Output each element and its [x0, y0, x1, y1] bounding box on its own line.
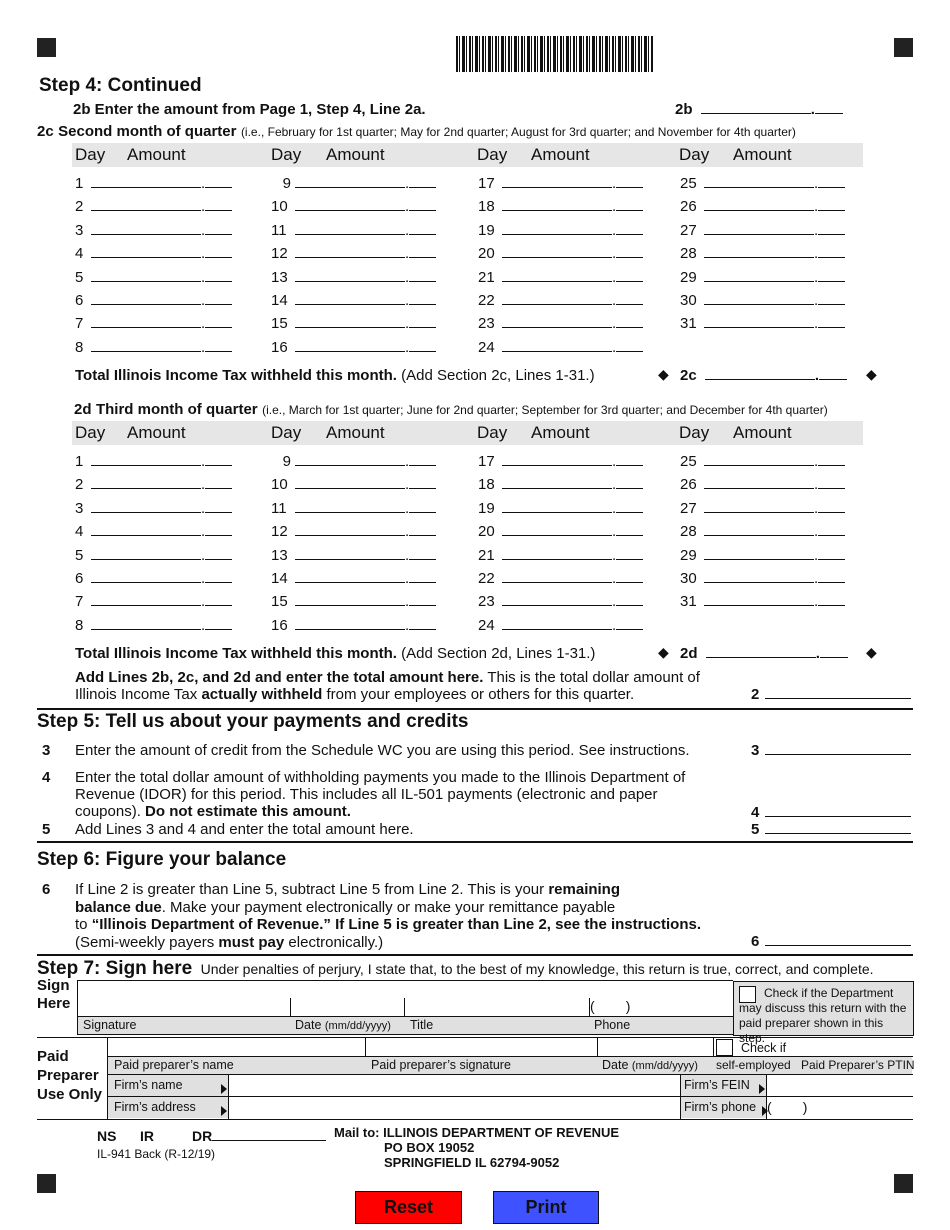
- day-entry-field[interactable]: 1 .: [75, 453, 232, 473]
- day-entry-field[interactable]: 29 .: [680, 269, 845, 289]
- day-number: 4: [75, 245, 84, 263]
- preparer-signature-field[interactable]: [366, 1038, 596, 1055]
- day-entry-field[interactable]: 7 .: [75, 315, 232, 335]
- day-number: 28: [680, 245, 697, 263]
- day-number: 17: [478, 175, 495, 192]
- firm-fein-field[interactable]: [767, 1076, 912, 1095]
- line5-num: 5: [42, 821, 51, 838]
- day-entry-field[interactable]: 28 .: [680, 523, 845, 543]
- ir-label: IR: [140, 1128, 154, 1144]
- total-2c-label: Total Illinois Income Tax withheld this month. (Add Section 2c, Lines 1-31.): [75, 367, 595, 384]
- total-2c-field[interactable]: 2c .: [680, 367, 847, 384]
- self-employed-label: self-employed: [716, 1058, 791, 1072]
- day-number: 12: [271, 523, 288, 541]
- day-entry-field[interactable]: 25 .: [680, 175, 845, 195]
- registration-mark-bottom-left: [37, 1174, 56, 1193]
- day-number: 6: [75, 292, 84, 309]
- day-entry-field[interactable]: 22 .: [478, 570, 643, 590]
- arrow-right-icon: [755, 1080, 765, 1098]
- day-entry-field[interactable]: 29 .: [680, 547, 845, 567]
- line4-text: Enter the total dollar amount of withholding payments you made to the Illinois Department of Revenue (IDOR) for this period. This includes all IL-501 payments (electronic and paper coupons). Do not estimate this amount.: [75, 769, 686, 820]
- total-2d-field[interactable]: 2d .: [680, 645, 848, 662]
- day-number: 30: [680, 292, 697, 309]
- day-entry-field[interactable]: 5 .: [75, 269, 232, 289]
- day-entry-field[interactable]: 2 .: [75, 476, 232, 496]
- day-number: 10: [271, 476, 288, 494]
- firm-name-field[interactable]: [229, 1076, 679, 1095]
- day-entry-field[interactable]: 16 .: [271, 339, 436, 359]
- day-number: 24: [478, 338, 495, 356]
- day-number: 17: [478, 453, 495, 470]
- day-number: 1: [75, 175, 84, 192]
- phone-field[interactable]: ( ): [590, 998, 631, 1014]
- day-number: 20: [478, 245, 495, 263]
- paid-preparer-label: Paid Preparer Use Only: [37, 1048, 103, 1103]
- preparer-ptin-field[interactable]: [797, 1038, 912, 1055]
- day-entry-field[interactable]: 20 .: [478, 523, 643, 543]
- registration-mark-top-left: [37, 38, 56, 57]
- step5-title: Step 5: Tell us about your payments and credits: [37, 711, 469, 732]
- day-entry-field[interactable]: 14 .: [271, 570, 436, 590]
- day-entry-field[interactable]: 28 .: [680, 245, 845, 265]
- line2-text: Add Lines 2b, 2c, and 2d and enter the total amount here. This is the total dollar amount of Illinois Income Tax actually withheld from your employees or others for this quarter.: [75, 669, 700, 703]
- section-2c-title: Second month of quarter: [58, 123, 237, 140]
- date-label: Date (mm/dd/yyyy): [295, 1018, 391, 1032]
- day-number: 8: [75, 616, 84, 634]
- day-number: 27: [680, 221, 697, 239]
- firm-address-label: Firm’s address: [114, 1100, 196, 1114]
- preparer-name-label: Paid preparer’s name: [114, 1058, 234, 1072]
- divider: [37, 841, 913, 843]
- day-number: 26: [680, 198, 697, 216]
- day-number: 23: [478, 593, 495, 611]
- day-entry-field[interactable]: 30 .: [680, 292, 845, 312]
- day-number: 10: [271, 198, 288, 216]
- day-number: 21: [478, 546, 495, 564]
- day-entry-field[interactable]: 17 .: [478, 453, 643, 473]
- day-entry-field[interactable]: 20 .: [478, 245, 643, 265]
- day-number: 6: [75, 570, 84, 587]
- day-entry-field[interactable]: 23 .: [478, 593, 643, 613]
- title-field[interactable]: [405, 998, 588, 1015]
- day-number: 14: [271, 292, 288, 309]
- day-number: 22: [478, 570, 495, 587]
- day-entry-field[interactable]: 24 .: [478, 617, 643, 637]
- day-number: 9: [282, 175, 291, 192]
- day-entry-field[interactable]: 10 .: [271, 476, 436, 496]
- day-number: 30: [680, 570, 697, 587]
- day-entry-field[interactable]: 4 .: [75, 523, 232, 543]
- self-employed-checkbox[interactable]: [716, 1039, 733, 1056]
- firm-phone-label: Firm’s phone: [684, 1100, 757, 1114]
- dr-label: DR: [192, 1128, 326, 1144]
- date-field[interactable]: [291, 998, 403, 1015]
- arrow-right-icon: [217, 1080, 227, 1098]
- day-entry-field[interactable]: 31 .: [680, 315, 845, 335]
- day-number: 28: [680, 523, 697, 541]
- step4-title: Step 4: Continued: [39, 75, 202, 96]
- day-number: 16: [271, 616, 288, 634]
- firm-fein-label: Firm’s FEIN: [684, 1078, 750, 1092]
- line6-field[interactable]: 6: [751, 933, 911, 950]
- section-2d-header: 2d Third month of quarter (i.e., March for 1st quarter; June for 2nd quarter; September for 3rd quarter; and December for 4th quarter): [74, 401, 828, 418]
- day-number: 15: [271, 315, 288, 333]
- phone-label: Phone: [594, 1018, 631, 1032]
- day-number: 4: [75, 523, 84, 541]
- reset-button[interactable]: Reset: [355, 1191, 462, 1224]
- day-entry-field[interactable]: 19 .: [478, 500, 643, 520]
- day-number: 5: [75, 268, 84, 286]
- day-entry-field[interactable]: 13 .: [271, 269, 436, 289]
- firm-phone-field[interactable]: ( ): [767, 1099, 808, 1115]
- day-number: 25: [680, 175, 697, 192]
- preparer-signature-label: Paid preparer’s signature: [371, 1058, 511, 1072]
- day-number: 5: [75, 546, 84, 564]
- day-number: 14: [271, 570, 288, 587]
- divider: [37, 708, 913, 710]
- day-entry-field[interactable]: 5 .: [75, 547, 232, 567]
- day-number: 24: [478, 616, 495, 634]
- day-entry-field[interactable]: 21 .: [478, 547, 643, 567]
- day-entry-field[interactable]: 15 .: [271, 593, 436, 613]
- mail-to-block: Mail to: ILLINOIS DEPARTMENT OF REVENUE PO BOX 19052 SPRINGFIELD IL 62794-9052: [334, 1125, 620, 1170]
- day-entry-field[interactable]: 26 .: [680, 476, 845, 496]
- day-entry-field[interactable]: 3 .: [75, 500, 232, 520]
- section-2c-num: 2c: [37, 123, 54, 140]
- line2b-field[interactable]: 2b .: [675, 101, 843, 118]
- day-number: 13: [271, 268, 288, 286]
- day-entry-field[interactable]: 26 .: [680, 198, 845, 218]
- day-number: 20: [478, 523, 495, 541]
- diamond-icon: ◆: [658, 366, 669, 382]
- form-id: IL-941 Back (R-12/19): [97, 1147, 216, 1161]
- registration-mark-top-right: [894, 38, 913, 57]
- day-entry-field[interactable]: 21 .: [478, 269, 643, 289]
- day-number: 21: [478, 268, 495, 286]
- day-number: 11: [271, 499, 287, 517]
- total-2d-label: Total Illinois Income Tax withheld this month. (Add Section 2d, Lines 1-31.): [75, 645, 596, 662]
- day-entry-field[interactable]: 16 .: [271, 617, 436, 637]
- day-entry-field[interactable]: 18 .: [478, 476, 643, 496]
- day-number: 1: [75, 453, 84, 470]
- signature-label: Signature: [83, 1018, 137, 1032]
- day-entry-field[interactable]: 25 .: [680, 453, 845, 473]
- day-number: 2: [75, 476, 84, 494]
- section-2c-paren: (i.e., February for 1st quarter; May for 2nd quarter; August for 3rd quarter; and November for 4th quarter): [240, 125, 796, 139]
- step7-header: Step 7: Sign here Under penalties of perjury, I state that, to the best of my knowledge, this return is true, correct, and complete.: [37, 958, 874, 979]
- day-entry-field[interactable]: 4 .: [75, 245, 232, 265]
- line5-field[interactable]: 5: [751, 821, 911, 838]
- day-entry-field[interactable]: 6 .: [75, 292, 232, 312]
- day-number: 7: [75, 315, 84, 333]
- day-number: 3: [75, 221, 84, 239]
- day-number: 12: [271, 245, 288, 263]
- day-number: 27: [680, 499, 697, 517]
- day-entry-field[interactable]: 11 .: [271, 500, 436, 520]
- line6-text: If Line 2 is greater than Line 5, subtract Line 5 from Line 2. This is your remaining balance due. Make your payment electronically or make your remittance payable to “Illinois Department of Revenue.” If Line 5 is greater than Line 2, see the instructions. (Semi-weekly payers must pay electronically.): [75, 881, 701, 951]
- line2b-label: 2b Enter the amount from Page 1, Step 4, Line 2a.: [73, 101, 426, 118]
- day-number: 3: [75, 499, 84, 517]
- day-entry-field[interactable]: 9 .: [271, 175, 436, 195]
- day-number: 19: [478, 499, 495, 517]
- firm-name-label: Firm’s name: [114, 1078, 183, 1092]
- day-number: 22: [478, 292, 495, 309]
- day-number: 19: [478, 221, 495, 239]
- day-number: 31: [680, 593, 697, 611]
- day-entry-field[interactable]: 15 .: [271, 315, 436, 335]
- diamond-icon: ◆: [658, 644, 669, 660]
- section-2c-column-header: Day Amount Day Amount Day Amount Day Amount: [72, 143, 863, 167]
- day-entry-field[interactable]: 22 .: [478, 292, 643, 312]
- ptin-label: Paid Preparer’s PTIN: [801, 1058, 915, 1072]
- day-number: 18: [478, 476, 495, 494]
- section-2c-header: [37, 123, 796, 141]
- day-entry-field[interactable]: 10 .: [271, 198, 436, 218]
- day-number: 2: [75, 198, 84, 216]
- day-entry-field[interactable]: 13 .: [271, 547, 436, 567]
- barcode: [456, 36, 654, 72]
- print-button[interactable]: Print: [493, 1191, 599, 1224]
- day-entry-field[interactable]: 3 .: [75, 222, 232, 242]
- day-entry-field[interactable]: 14 .: [271, 292, 436, 312]
- day-entry-field[interactable]: 23 .: [478, 315, 643, 335]
- line5-text: Add Lines 3 and 4 and enter the total amount here.: [75, 821, 414, 838]
- diamond-icon: ◆: [866, 366, 877, 382]
- day-entry-field[interactable]: 19 .: [478, 222, 643, 242]
- day-number: 11: [271, 221, 287, 239]
- check-department-text: Check if the Department may discuss this return with the paid preparer shown in this step.: [739, 986, 907, 1045]
- signature-field[interactable]: [78, 998, 289, 1015]
- day-entry-field[interactable]: 31 .: [680, 593, 845, 613]
- line2b-ref: 2b: [675, 101, 693, 118]
- day-entry-field[interactable]: 8 .: [75, 617, 232, 637]
- arrow-right-icon: [217, 1102, 227, 1120]
- day-entry-field[interactable]: 27 .: [680, 222, 845, 242]
- day-number: 15: [271, 593, 288, 611]
- day-entry-field[interactable]: 9 .: [271, 453, 436, 473]
- preparer-date-label: Date (mm/dd/yyyy): [602, 1058, 698, 1072]
- day-entry-field[interactable]: 1 .: [75, 175, 232, 195]
- preparer-name-field[interactable]: [108, 1038, 364, 1055]
- day-number: 13: [271, 546, 288, 564]
- line2-field[interactable]: 2: [751, 686, 911, 703]
- day-number: 9: [282, 453, 291, 470]
- line3-field[interactable]: 3: [751, 742, 911, 759]
- day-number: 29: [680, 268, 697, 286]
- line4-field[interactable]: 4: [751, 804, 911, 821]
- divider: [37, 954, 913, 956]
- line3-text: Enter the amount of credit from the Schedule WC you are using this period. See instructions.: [75, 742, 690, 759]
- title-label: Title: [410, 1018, 434, 1032]
- line6-num: 6: [42, 881, 51, 898]
- day-entry-field[interactable]: 6 .: [75, 570, 232, 590]
- day-number: 16: [271, 338, 288, 356]
- day-number: 8: [75, 338, 84, 356]
- firm-address-field[interactable]: [229, 1098, 679, 1118]
- day-entry-field[interactable]: 30 .: [680, 570, 845, 590]
- sign-here-label: Sign Here: [37, 977, 71, 1012]
- day-number: 18: [478, 198, 495, 216]
- day-entry-field[interactable]: 27 .: [680, 500, 845, 520]
- day-entry-field[interactable]: 24 .: [478, 339, 643, 359]
- day-entry-field[interactable]: 17 .: [478, 175, 643, 195]
- day-number: 25: [680, 453, 697, 470]
- day-entry-field[interactable]: 7 .: [75, 593, 232, 613]
- line3-num: 3: [42, 742, 51, 759]
- day-entry-field[interactable]: 18 .: [478, 198, 643, 218]
- ns-label: NS: [97, 1128, 117, 1144]
- day-entry-field[interactable]: 8 .: [75, 339, 232, 359]
- section-2d-column-header: Day Amount Day Amount Day Amount Day Amount: [72, 421, 863, 445]
- day-number: 29: [680, 546, 697, 564]
- day-number: 7: [75, 593, 84, 611]
- preparer-date-field[interactable]: [598, 1038, 712, 1055]
- check-if-label: Check if: [741, 1041, 787, 1055]
- line4-num: 4: [42, 769, 51, 786]
- step6-title: Step 6: Figure your balance: [37, 849, 287, 870]
- day-number: 26: [680, 476, 697, 494]
- day-number: 31: [680, 315, 697, 333]
- day-number: 23: [478, 315, 495, 333]
- diamond-icon: ◆: [866, 644, 877, 660]
- day-entry-field[interactable]: 12 .: [271, 523, 436, 543]
- day-entry-field[interactable]: 2 .: [75, 198, 232, 218]
- registration-mark-bottom-right: [894, 1174, 913, 1193]
- day-entry-field[interactable]: 12 .: [271, 245, 436, 265]
- day-entry-field[interactable]: 11 .: [271, 222, 436, 242]
